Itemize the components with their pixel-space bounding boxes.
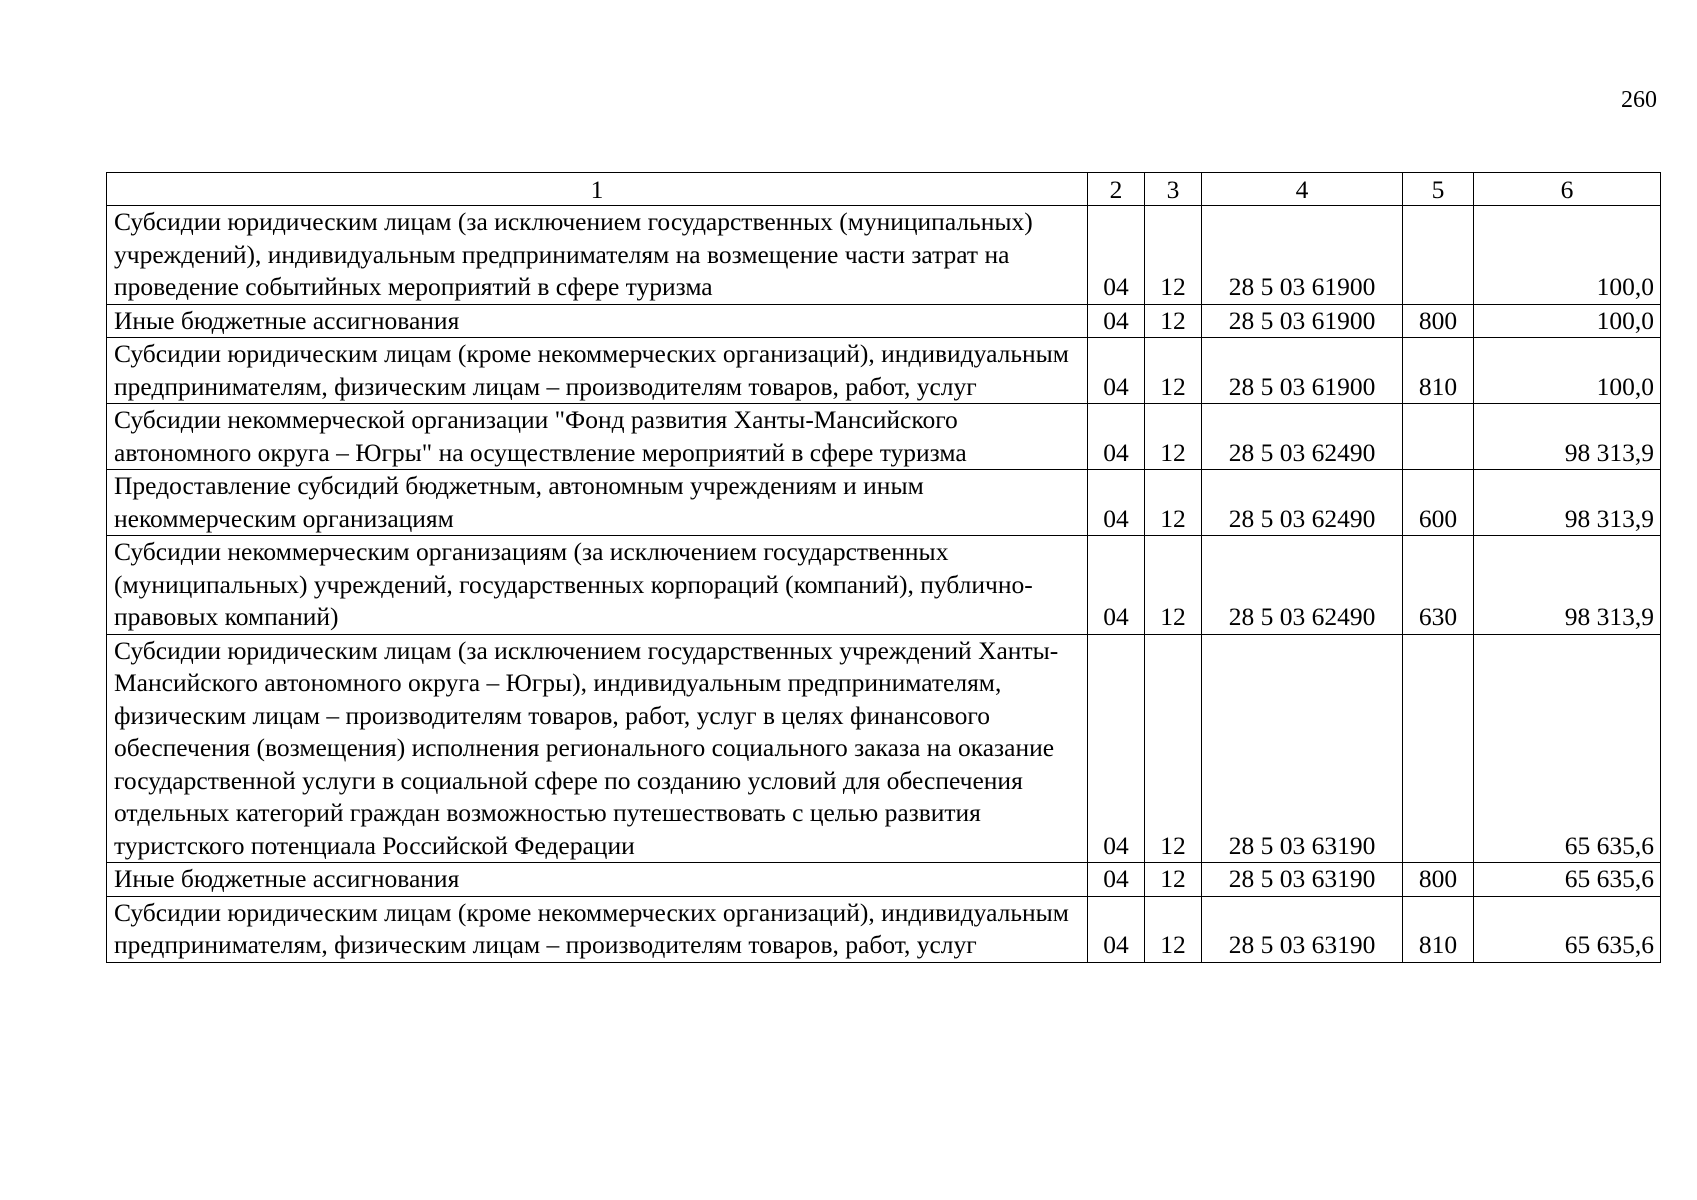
- table-row: [107, 338, 1661, 404]
- header-cell-1: 1: [107, 173, 1088, 206]
- row-expense-type: 800: [1403, 304, 1474, 338]
- row-expense-type: [1403, 206, 1474, 305]
- row-subsection: 12: [1145, 634, 1202, 863]
- row-section: 04: [1088, 634, 1145, 863]
- row-name: Иные бюджетные ассигнования: [107, 863, 1088, 897]
- row-target-code: 28 5 03 61900: [1202, 338, 1403, 404]
- row-name: Субсидии юридическим лицам (за исключением государственных (муниципальных) учреждений), индивидуальным предпринимателям на возмещение части затрат на проведение событийных мероприятий в сфере туризма: [107, 206, 1088, 305]
- row-amount: 65 635,6: [1474, 896, 1661, 962]
- row-expense-type: 600: [1403, 470, 1474, 536]
- row-subsection: 12: [1145, 404, 1202, 470]
- row-target-code: 28 5 03 63190: [1202, 634, 1403, 863]
- row-target-code: 28 5 03 62490: [1202, 536, 1403, 635]
- row-subsection: 12: [1145, 896, 1202, 962]
- table-row: [107, 863, 1661, 897]
- row-target-code: 28 5 03 63190: [1202, 863, 1403, 897]
- row-subsection: 12: [1145, 470, 1202, 536]
- header-row: [107, 173, 1661, 206]
- table-row: [107, 536, 1661, 635]
- row-subsection: 12: [1145, 536, 1202, 635]
- row-target-code: 28 5 03 61900: [1202, 206, 1403, 305]
- row-name: Иные бюджетные ассигнования: [107, 304, 1088, 338]
- row-amount: 100,0: [1474, 304, 1661, 338]
- row-amount: 65 635,6: [1474, 634, 1661, 863]
- header-cell-6: 6: [1474, 173, 1661, 206]
- row-section: 04: [1088, 896, 1145, 962]
- row-name: Предоставление субсидий бюджетным, автономным учреждениям и иным некоммерческим организациям: [107, 470, 1088, 536]
- row-expense-type: 810: [1403, 896, 1474, 962]
- table-row: [107, 304, 1661, 338]
- row-amount: 98 313,9: [1474, 536, 1661, 635]
- row-amount: 98 313,9: [1474, 404, 1661, 470]
- header-cell-4: 4: [1202, 173, 1403, 206]
- row-name: Субсидии некоммерческим организациям (за исключением государственных (муниципальных) учреждений, государственных корпораций (компаний), публично-правовых компаний): [107, 536, 1088, 635]
- header-cell-5: 5: [1403, 173, 1474, 206]
- row-amount: 100,0: [1474, 338, 1661, 404]
- row-section: 04: [1088, 404, 1145, 470]
- row-target-code: 28 5 03 61900: [1202, 304, 1403, 338]
- budget-table: [106, 172, 1661, 963]
- row-expense-type: 810: [1403, 338, 1474, 404]
- row-section: 04: [1088, 863, 1145, 897]
- row-section: 04: [1088, 536, 1145, 635]
- row-amount: 100,0: [1474, 206, 1661, 305]
- table-row: [107, 634, 1661, 863]
- row-section: 04: [1088, 304, 1145, 338]
- table-row: [107, 404, 1661, 470]
- row-target-code: 28 5 03 63190: [1202, 896, 1403, 962]
- header-cell-3: 3: [1145, 173, 1202, 206]
- row-expense-type: 630: [1403, 536, 1474, 635]
- row-expense-type: [1403, 634, 1474, 863]
- header-cell-2: 2: [1088, 173, 1145, 206]
- row-subsection: 12: [1145, 863, 1202, 897]
- row-amount: 65 635,6: [1474, 863, 1661, 897]
- row-section: 04: [1088, 470, 1145, 536]
- row-amount: 98 313,9: [1474, 470, 1661, 536]
- row-name: Субсидии юридическим лицам (кроме некоммерческих организаций), индивидуальным предпринимателям, физическим лицам – производителям товаров, работ, услуг: [107, 896, 1088, 962]
- page-number: 260: [1621, 87, 1657, 113]
- row-section: 04: [1088, 206, 1145, 305]
- row-expense-type: 800: [1403, 863, 1474, 897]
- row-subsection: 12: [1145, 206, 1202, 305]
- row-target-code: 28 5 03 62490: [1202, 404, 1403, 470]
- table-row: [107, 206, 1661, 305]
- row-target-code: 28 5 03 62490: [1202, 470, 1403, 536]
- table-row: [107, 896, 1661, 962]
- row-name: Субсидии юридическим лицам (кроме некоммерческих организаций), индивидуальным предпринимателям, физическим лицам – производителям товаров, работ, услуг: [107, 338, 1088, 404]
- row-subsection: 12: [1145, 304, 1202, 338]
- row-expense-type: [1403, 404, 1474, 470]
- table-body: [107, 206, 1661, 963]
- row-name: Субсидии юридическим лицам (за исключением государственных учреждений Ханты-Мансийского автономного округа – Югры), индивидуальным предпринимателям, физическим лицам – производителям товаров, работ, услуг в целях финансового обеспечения (возмещения) исполнения регионального социального заказа на оказание государственной услуги в социальной сфере по созданию условий для обеспечения отдельных категорий граждан возможностью путешествовать с целью развития туристского потенциала Российской Федерации: [107, 634, 1088, 863]
- row-subsection: 12: [1145, 338, 1202, 404]
- row-name: Субсидии некоммерческой организации "Фонд развития Ханты-Мансийского автономного округа – Югры" на осуществление мероприятий в сфере туризма: [107, 404, 1088, 470]
- row-section: 04: [1088, 338, 1145, 404]
- table-row: [107, 470, 1661, 536]
- table-header: [107, 173, 1661, 206]
